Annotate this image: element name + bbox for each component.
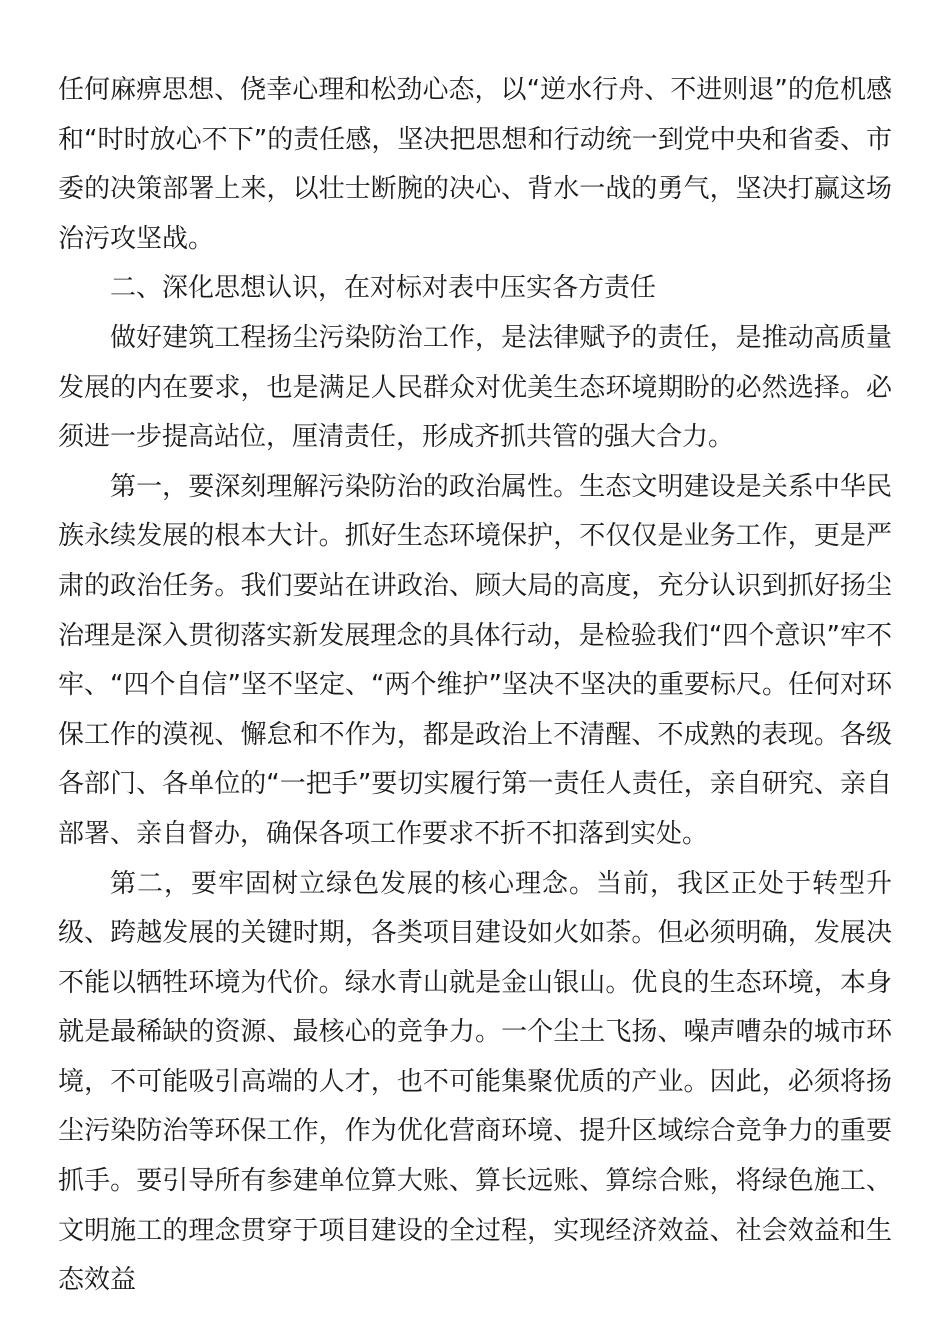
paragraph-responsibility: 做好建筑工程扬尘污染防治工作，是法律赋予的责任，是推动高质量发展的内在要求，也是满足人民群众对优美生态环境期盼的必然选择。必须进一步提高站位，厘清责任，形成齐抓共管的强大合力。: [58, 322, 892, 453]
paragraph-first-point: 第一，要深刻理解污染防治的政治属性。生态文明建设是关系中华民族永续发展的根本大计。抓好生态环境保护，不仅仅是业务工作，更是严肃的政治任务。我们要站在讲政治、顾大局的高度，充分认识到抓好扬尘治理是深入贯彻落实新发展理念的具体行动，是检验我们“四个意识”牢不牢、“四个自信”坚不坚定、“两个维护”坚决不坚决的重要标尺。任何对环保工作的漠视、懈怠和不作为，都是政治上不清醒、不成熟的表现。各级各部门、各单位的“一把手”要切实履行第一责任人责任，亲自研究、亲自部署、亲自督办，确保各项工作要求不折不扣落到实处。: [58, 471, 892, 849]
section-heading: 二、深化思想认识，在对标对表中压实各方责任: [110, 273, 657, 304]
paragraph-continuation: 任何麻痹思想、侥幸心理和松劲心态，以“逆水行舟、不进则退”的危机感和“时时放心不下”的责任感，坚决把思想和行动统一到党中央和省委、市委的决策部署上来，以壮士断腕的决心、背水一战的勇气，坚决打赢这场治污攻坚战。: [58, 75, 892, 254]
paragraph-second-point: 第二，要牢固树立绿色发展的核心理念。当前，我区正处于转型升级、跨越发展的关键时期，各类项目建设如火如荼。但必须明确，发展决不能以牺牲环境为代价。绿水青山就是金山银山。优良的生态环境，本身就是最稀缺的资源、最核心的竞争力。一个尘土飞扬、噪声嘈杂的城市环境，不可能吸引高端的人才，也不可能集聚优质的产业。因此，必须将扬尘污染防治等环保工作，作为优化营商环境、提升区域综合竞争力的重要抓手。要引导所有参建单位算大账、算长远账、算综合账，将绿色施工、文明施工的理念贯穿于项目建设的全过程，实现经济效益、社会效益和生态效益: [58, 868, 892, 1296]
document-page: [58, 66, 892, 1306]
